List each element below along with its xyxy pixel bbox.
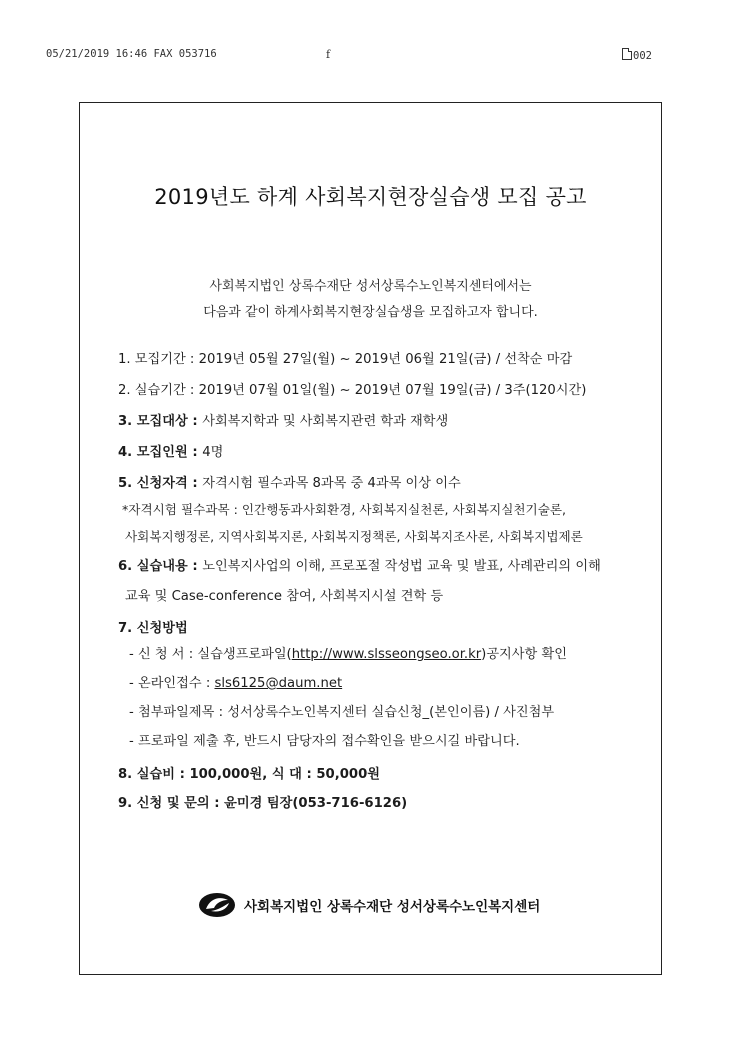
item-label: 2. 실습기간 :: [118, 383, 199, 398]
content-line-2: 교육 및 Case-conference 참여, 사회복지시설 견학 등: [125, 589, 444, 604]
item-label: 3. 모집대상 :: [118, 414, 203, 429]
item-text: 자격시험 필수과목 8과목 중 4과목 이상 이수: [202, 476, 461, 491]
apply-attachment: - 첨부파일제목 : 성서상록수노인복지센터 실습신청_(본인이름) / 사진첨부: [129, 705, 555, 720]
item-apply-method: 7. 신청방법: [118, 621, 188, 636]
apply-form-prefix: - 신 청 서 : 실습생프로파일(: [129, 647, 292, 662]
apply-online: [129, 672, 342, 691]
qualification-note-1: *자격시험 필수과목 : 인간행동과사회환경, 사회복지실천론, 사회복지실천기술론,: [122, 502, 567, 517]
page-icon: [622, 48, 632, 60]
item-target: [118, 410, 448, 429]
item-label: 4. 모집인원 :: [118, 445, 203, 460]
item-contact: 9. 신청 및 문의 : 윤미경 팀장(053-716-6126): [118, 796, 408, 811]
fax-mark: f: [326, 48, 331, 61]
item-recruit-period: [118, 348, 572, 367]
sangroksu-logo-icon: [198, 892, 236, 918]
item-text: 2019년 07월 01일(월) ~ 2019년 07월 19일(금) / 3주(120시간): [198, 383, 587, 398]
item-text: 2019년 05월 27일(월) ~ 2019년 06월 21일(금) / 선착순 마감: [198, 352, 573, 367]
item-text: 사회복지학과 및 사회복지관련 학과 재학생: [202, 414, 449, 429]
item-label: 1. 모집기간 :: [118, 352, 199, 367]
intro-line-1: 사회복지법인 상록수재단 성서상록수노인복지센터에서는: [209, 279, 532, 294]
apply-form: [129, 643, 567, 662]
profile-url-link[interactable]: http://www.slsseongseo.or.kr: [291, 647, 482, 662]
item-text: 노인복지사업의 이해, 프로포절 작성법 교육 및 발표, 사례관리의 이해: [202, 559, 601, 574]
email-link[interactable]: sls6125@daum.net: [214, 676, 343, 691]
fax-datetime: 05/21/2019 16:46 FAX 053716: [46, 48, 217, 60]
fax-page-number-text: 002: [633, 50, 652, 62]
apply-confirm: - 프로파일 제출 후, 반드시 담당자의 접수확인을 받으시길 바랍니다.: [129, 734, 520, 749]
notice-title: 2019년도 하계 사회복지현장실습생 모집 공고: [154, 185, 587, 209]
item-headcount: [118, 441, 223, 460]
fax-page-number: [622, 48, 652, 62]
item-content: [118, 555, 601, 574]
item-fee: 8. 실습비 : 100,000원, 식 대 : 50,000원: [118, 767, 381, 782]
fax-header: [0, 48, 744, 64]
intro-line-2: 다음과 같이 하계사회복지현장실습생을 모집하고자 합니다.: [203, 305, 538, 320]
item-text: 4명: [202, 445, 224, 460]
footer: [198, 891, 540, 919]
item-qualification: [118, 472, 461, 491]
apply-online-prefix: - 온라인접수 :: [129, 676, 215, 691]
item-label: 6. 실습내용 :: [118, 559, 203, 574]
item-label: 5. 신청자격 :: [118, 476, 203, 491]
qualification-note-2: 사회복지행정론, 지역사회복지론, 사회복지정책론, 사회복지조사론, 사회복지법제론: [125, 529, 583, 544]
footer-org-name: 사회복지법인 상록수재단 성서상록수노인복지센터: [244, 899, 541, 915]
item-practice-period: [118, 379, 586, 398]
notice-frame: [79, 102, 662, 975]
apply-form-suffix: )공지사항 확인: [481, 647, 567, 662]
